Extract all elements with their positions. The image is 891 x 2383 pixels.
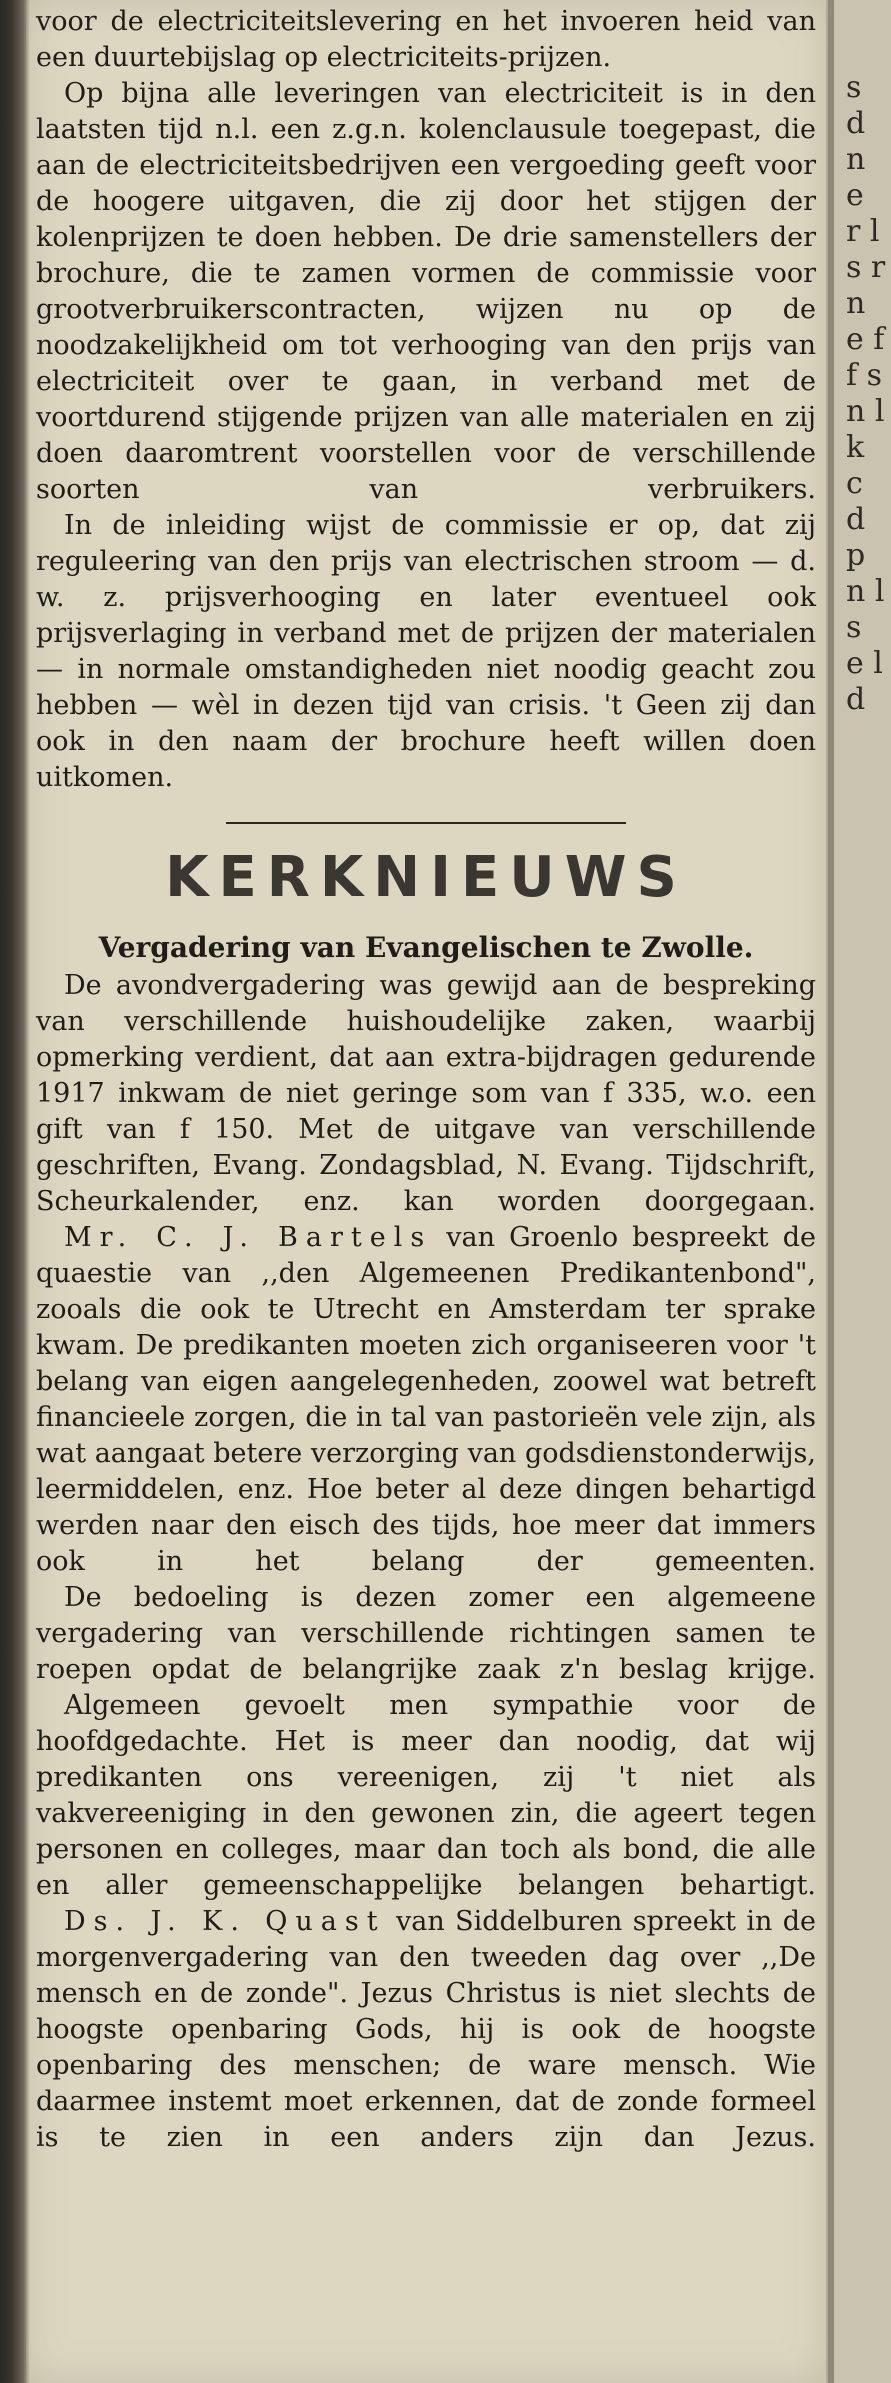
adjacent-column-strip <box>828 0 891 2383</box>
section-paragraph-2-text: van Groenlo bespreekt de quaestie van ,,den Algemeenen Predikantenbond", zooals die ook te Utrecht en Amsterdam ter sprake kwam. De predikanten moeten zich organiseeren voor 't belang van eigen aangelegenheden, zoowel wat betreft financieele zorgen, die in tal van pastorieën vele zijn, als wat aangaat betere verzorging van godsdienstonderwijs, leermiddelen, enz. Hoe beter al deze dingen behartigd werden naar den eisch des tijds, hoe meer dat immers ook in het belang der gemeenten. <box>36 1222 817 1577</box>
section-paragraph-5-text: van Siddelburen spreekt in de morgenvergadering van den tweeden dag over ,,De mensch en de zonde". Jezus Christus is niet slechts de hoogste openbaring Gods, hij is ook de hoogste openbaring des menschen; de ware mensch. Wie daarmee instemt moet erkennen, dat de zonde formeel is te zien in een anders zijn dan Jezus. <box>36 1906 816 2153</box>
top-paragraph-2: Op bijna alle leveringen van electriciteit is in den laatsten tijd n.l. een z.g.n. kolenclausule toegepast, die aan de electriciteitsbedrijven een vergoeding geeft voor de hoogere uitgaven, die zij door het stijgen der kolenprijzen te doen hebben. De drie samenstellers der brochure, die te zamen vormen de commissie voor grootverbruikerscontracten, wijzen nu op de noodzakelijkheid om tot verhooging van den prijs van electriciteit over te gaan, in verband met de voortdurend stijgende prijzen van alle materialen en zij doen daaromtrent voorstellen voor de verschillende soorten van verbruikers. <box>36 78 816 505</box>
article-column <box>36 4 816 2156</box>
section-paragraph-3: De bedoeling is dezen zomer een algemeene vergadering van verschillende richtingen samen te roepen opdat de belangrijke zaak z'n beslag krijge. <box>36 1582 816 1685</box>
top-paragraph-3: In de inleiding wijst de commissie er op, dat zij reguleering van den prijs van electrischen stroom — d. w. z. prijsverhooging en later eventueel ook prijsverlaging in verband met de prijzen der materialen — in normale omstandigheden niet noodig geacht zou hebben — wèl in dezen tijd van crisis. 't Geen zij dan ook in den naam der brochure heeft willen doen uitkomen. <box>36 510 816 793</box>
section-paragraph-2 <box>36 1220 816 1580</box>
section-paragraph-5 <box>36 1904 816 2156</box>
section-subheading: Vergadering van Evangelischen te Zwolle. <box>98 931 754 964</box>
dark-left-edge <box>0 0 30 2383</box>
section-paragraph-4: Algemeen gevoelt men sympathie voor de hoofdgedachte. Het is meer dan noodig, dat wij predikanten ons vereenigen, zij 't niet als vakvereeniging in den gewonen zin, die ageert tegen personen en colleges, maar dan toch als bond, die alle en aller gemeenschappelijke belangen behartigt. <box>36 1690 816 1901</box>
section-divider <box>226 822 626 824</box>
strip-letters: s d n e r l s r n e f f s n l k c d p n l s e l d <box>846 70 886 717</box>
speaker-name-quast: Ds. J. K. Quast <box>64 1906 386 1937</box>
top-paragraph-1: voor de electriciteitslevering en het invoeren heid van een duurtebijslag op electriciteits-prijzen. <box>36 6 816 73</box>
section-heading: KERKNIEUWS <box>165 845 687 910</box>
strip-gap <box>828 0 834 2383</box>
speaker-name-bartels: Mr. C. J. Bartels <box>64 1222 433 1253</box>
section-paragraph-1: De avondvergadering was gewijd aan de bespreking van verschillende huishoudelijke zaken, waarbij opmerking verdient, dat aan extra-bijdragen gedurende 1917 inkwam de niet geringe som van f 335, w.o. een gift van f 150. Met de uitgave van verschillende geschriften, Evang. Zondagsblad, N. Evang. Tijdschrift, Scheurkalender, enz. kan worden doorgegaan. <box>36 970 816 1217</box>
